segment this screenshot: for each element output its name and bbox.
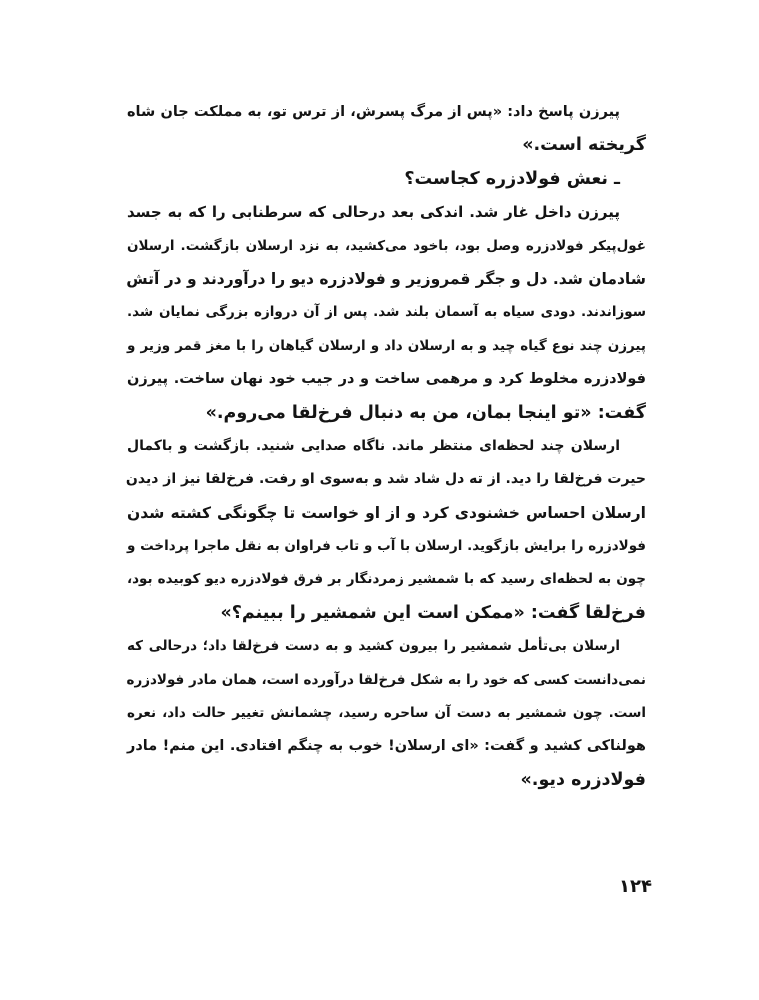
text-line: غول‌پیکر فولادزره وصل بود، باخود می‌کشید، به نزد ارسلان بازگشت. ارسلان xyxy=(127,237,646,254)
text-line: پیرزن داخل غار شد. اندکی بعد درحالی که سرطنابی را که به جسد xyxy=(127,203,620,222)
paragraph-1 xyxy=(127,96,646,163)
text-line: ارسلان بی‌تأمل شمشیر را بیرون کشید و به دست فرخ‌لقا داد؛ درحالی که xyxy=(127,638,620,655)
text-line: گریخته است.» xyxy=(522,135,646,156)
text-line: ارسلان چند لحظه‌ای منتظر ماند. ناگاه صدایی شنید. بازگشت و باکمال xyxy=(127,437,620,454)
text-line: ارسلان احساس خشنودی کرد و از او خواست تا چگونگی کشته شدن xyxy=(127,503,646,522)
text-line: هولناکی کشید و گفت: «ای ارسلان! خوب به چنگم افتادی. این منم! مادر xyxy=(127,738,646,755)
text-line: نمی‌دانست کسی که خود را به شکل فرخ‌لقا درآورده است، همان مادر فولادزره xyxy=(126,671,646,688)
paragraph-3 xyxy=(127,196,646,430)
text-line: فرخ‌لقا گفت: «ممکن است این شمشیر را ببینم؟» xyxy=(220,602,646,623)
text-line: شادمان شد. دل و جگر قمروزیر و فولادزره دیو را درآوردند و در آتش xyxy=(126,269,646,288)
text-line: فولادزره را برایش بازگوید. ارسلان با آب و تاب فراوان به نقل ماجرا پرداخت و xyxy=(127,538,646,555)
text-line: حیرت فرخ‌لقا را دید. از ته دل شاد شد و به‌سوی او رفت. فرخ‌لقا نیز از دیدن xyxy=(125,471,646,488)
text-line: پیرزن پاسخ داد: «پس از مرگ پسرش، از ترس تو، به مملکت جان شاه xyxy=(127,104,620,120)
text-line: گفت: «تو اینجا بمان، من به دنبال فرخ‌لقا می‌روم.» xyxy=(205,402,646,423)
body-text xyxy=(127,96,646,797)
paragraph-5 xyxy=(127,630,646,797)
text-line: چون به لحظه‌ای رسید که با شمشیر زمردنگار بر فرق فولادزره دیو کوبیده بود، xyxy=(127,571,646,588)
text-line: فولادزره دیو.» xyxy=(520,769,646,790)
text-line: است. چون شمشیر به دست آن ساحره رسید، چشمانش تغییر حالت داد، نعره xyxy=(127,705,646,722)
paragraph-4 xyxy=(127,430,646,630)
text-line: پیرزن چند نوع گیاه چید و به ارسلان داد و ارسلان گیاهان را با مغز قمر وزیر و xyxy=(127,337,646,354)
text-line: سوزاندند. دودی سیاه به آسمان بلند شد. پس از آن دروازه بزرگی نمایان شد. xyxy=(127,304,646,321)
text-line: ـ نعش فولادزره کجاست؟ xyxy=(404,168,620,189)
paragraph-2 xyxy=(127,163,646,196)
text-line: فولادزره مخلوط کرد و مرهمی ساخت و در جیب خود نهان ساخت. پیرزن xyxy=(127,371,646,388)
page-number: ۱۲۴ xyxy=(619,876,652,897)
